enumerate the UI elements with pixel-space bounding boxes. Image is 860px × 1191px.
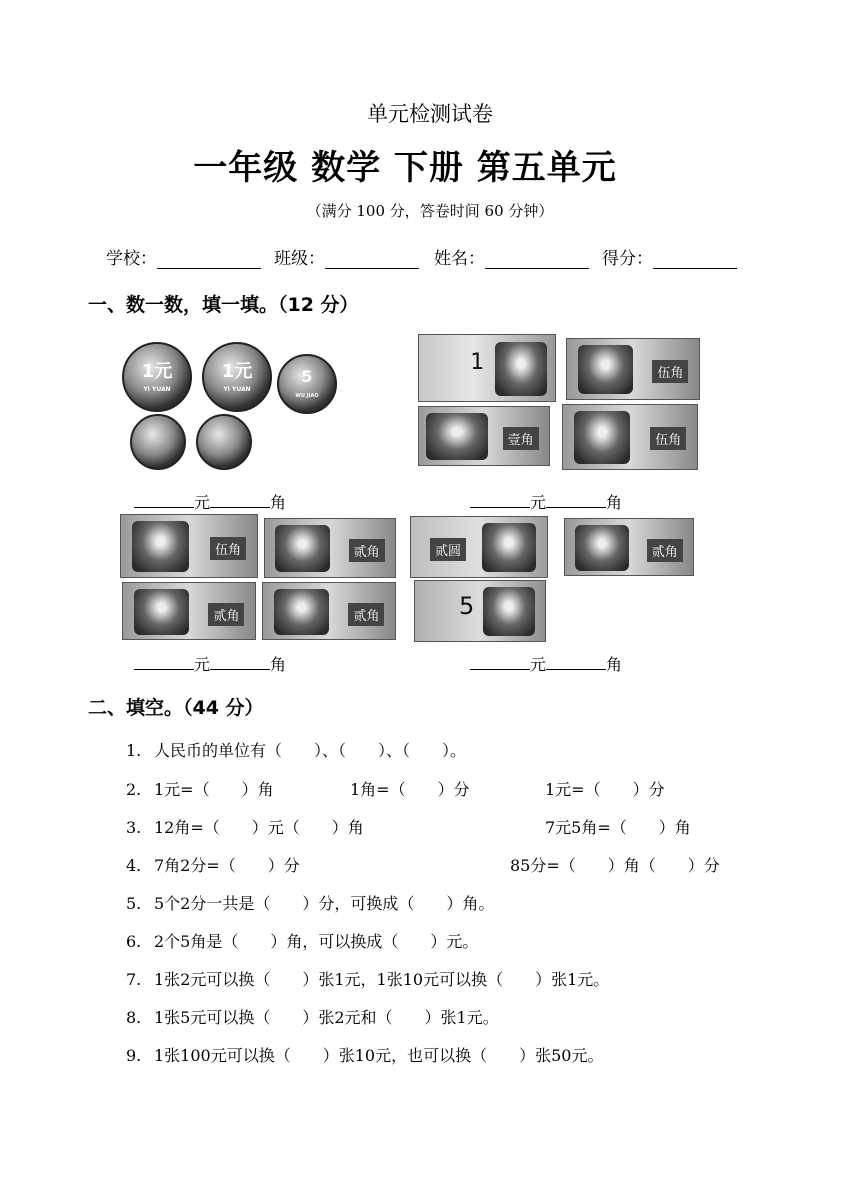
question-2c[interactable]: 1元=（ ）分 <box>545 780 665 799</box>
exam-subtitle: 单元检测试卷 <box>367 102 493 126</box>
two-jiao-note-icon: 贰角 <box>262 582 396 640</box>
question-7[interactable]: 7. 1张2元可以换（ ）张1元，1张10元可以换（ ）张1元。 <box>126 970 610 989</box>
name-blank[interactable] <box>485 250 589 269</box>
yuan-blank[interactable] <box>134 655 194 670</box>
answer-line-2[interactable]: 元 角 <box>470 490 622 513</box>
one-jiao-coin-icon <box>130 414 186 470</box>
five-jiao-note-icon: 伍角 <box>120 514 258 578</box>
class-blank[interactable] <box>325 250 419 269</box>
score-blank[interactable] <box>653 250 737 269</box>
question-3b[interactable]: 7元5角=（ ）角 <box>545 818 691 837</box>
five-jiao-note-icon: 伍角 <box>562 404 698 470</box>
one-yuan-coin-icon: 1元 YI YUAN <box>202 342 272 412</box>
two-jiao-note-icon: 贰角 <box>122 582 256 640</box>
five-yuan-note-icon: 5 <box>414 580 546 642</box>
question-2b[interactable]: 1角=（ ）分 <box>350 780 470 799</box>
two-jiao-note-icon: 贰角 <box>264 518 396 578</box>
question-4[interactable]: 4. 7角2分=（ ）分 <box>126 856 300 875</box>
answer-line-1[interactable]: 元 角 <box>134 490 286 513</box>
question-1[interactable]: 1. 人民币的单位有（ ）、（ ）、（ ）。 <box>126 741 467 760</box>
two-jiao-note-icon: 贰角 <box>564 518 694 576</box>
answer-line-4[interactable]: 元 角 <box>470 652 622 675</box>
score-label: 得分： <box>602 249 653 269</box>
question-4b[interactable]: 85分=（ ）角（ ）分 <box>510 856 720 875</box>
jiao-blank[interactable] <box>210 493 270 508</box>
jiao-blank[interactable] <box>210 655 270 670</box>
score-field[interactable] <box>602 244 737 269</box>
question-3[interactable]: 3. 12角=（ ）元（ ）角 <box>126 818 364 837</box>
section2-heading: 二、填空。（44 分） <box>88 697 264 719</box>
question-8[interactable]: 8. 1张5元可以换（ ）张2元和（ ）张1元。 <box>126 1008 499 1027</box>
exam-title: 一年级 数学 下册 第五单元 <box>193 148 617 188</box>
name-label: 姓名： <box>434 249 485 269</box>
answer-line-3[interactable]: 元 角 <box>134 652 286 675</box>
one-jiao-note-icon: 壹角 <box>418 406 550 466</box>
school-label: 学校： <box>106 249 157 269</box>
one-yuan-note-icon: 1 <box>418 334 556 402</box>
school-field[interactable] <box>106 244 261 269</box>
name-field[interactable] <box>434 244 589 269</box>
question-5[interactable]: 5. 5个2分一共是（ ）分，可换成（ ）角。 <box>126 894 495 913</box>
class-label: 班级： <box>274 249 325 269</box>
yuan-blank[interactable] <box>134 493 194 508</box>
question-2[interactable]: 2. 1元=（ ）角 <box>126 780 274 799</box>
two-yuan-note-icon: 贰圆 <box>410 516 548 578</box>
question-9[interactable]: 9. 1张100元可以换（ ）张10元，也可以换（ ）张50元。 <box>126 1046 604 1065</box>
jiao-blank[interactable] <box>546 493 606 508</box>
question-6[interactable]: 6. 2个5角是（ ）角，可以换成（ ）元。 <box>126 932 479 951</box>
yuan-blank[interactable] <box>470 655 530 670</box>
score-time-note: （满分 100 分，答卷时间 60 分钟） <box>306 202 554 220</box>
five-jiao-coin-icon: 5 WU JIAO <box>277 354 337 414</box>
five-jiao-note-icon: 伍角 <box>566 338 700 400</box>
class-field[interactable] <box>274 244 419 269</box>
section1-heading: 一、数一数，填一填。（12 分） <box>88 294 359 316</box>
yuan-blank[interactable] <box>470 493 530 508</box>
one-jiao-coin-icon <box>196 414 252 470</box>
one-yuan-coin-icon: 1元 YI YUAN <box>122 342 192 412</box>
school-blank[interactable] <box>157 250 261 269</box>
jiao-blank[interactable] <box>546 655 606 670</box>
